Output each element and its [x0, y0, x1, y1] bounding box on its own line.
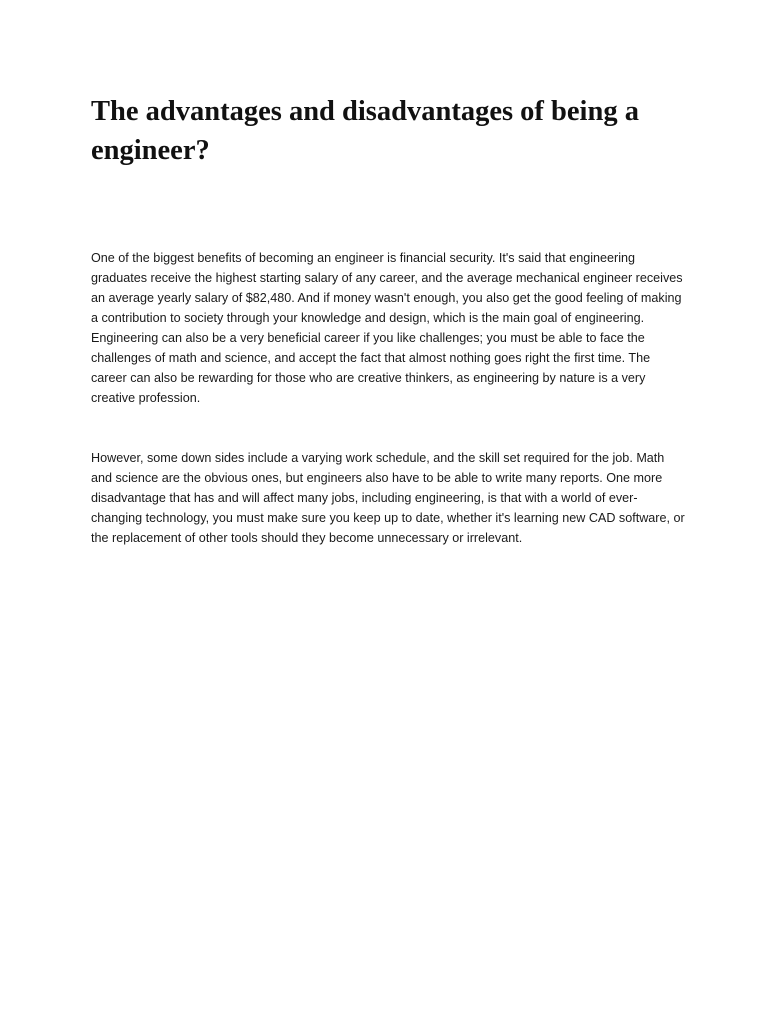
document-title: The advantages and disadvantages of being a engineer? [91, 96, 639, 166]
paragraph-advantages: One of the biggest benefits of becoming an engineer is financial security. It's said that engineering graduates receive the highest starting salary of any career, and the average mechanical engineer receives an average yearly salary of $82,480. And if money wasn't enough, you also get the good feeling of making a contribution to society through your knowledge and design, which is the main goal of engineering. Engineering can also be a very beneficial career if you like challenges; you must be able to face the challenges of math and science, and accept the fact that almost nothing goes right the first time. The career can also be rewarding for those who are creative thinkers, as engineering by nature is a very creative profession. [91, 251, 683, 405]
paragraph-disadvantages: However, some down sides include a varying work schedule, and the skill set required for the job. Math and science are the obvious ones, but engineers also have to be able to write many reports. One more disadvantage that has and will affect many jobs, including engineering, is that with a world of ever-changing technology, you must make sure you keep up to date, whether it's learning new CAD software, or the replacement of other tools should they become unnecessary or irrelevant. [91, 451, 685, 545]
